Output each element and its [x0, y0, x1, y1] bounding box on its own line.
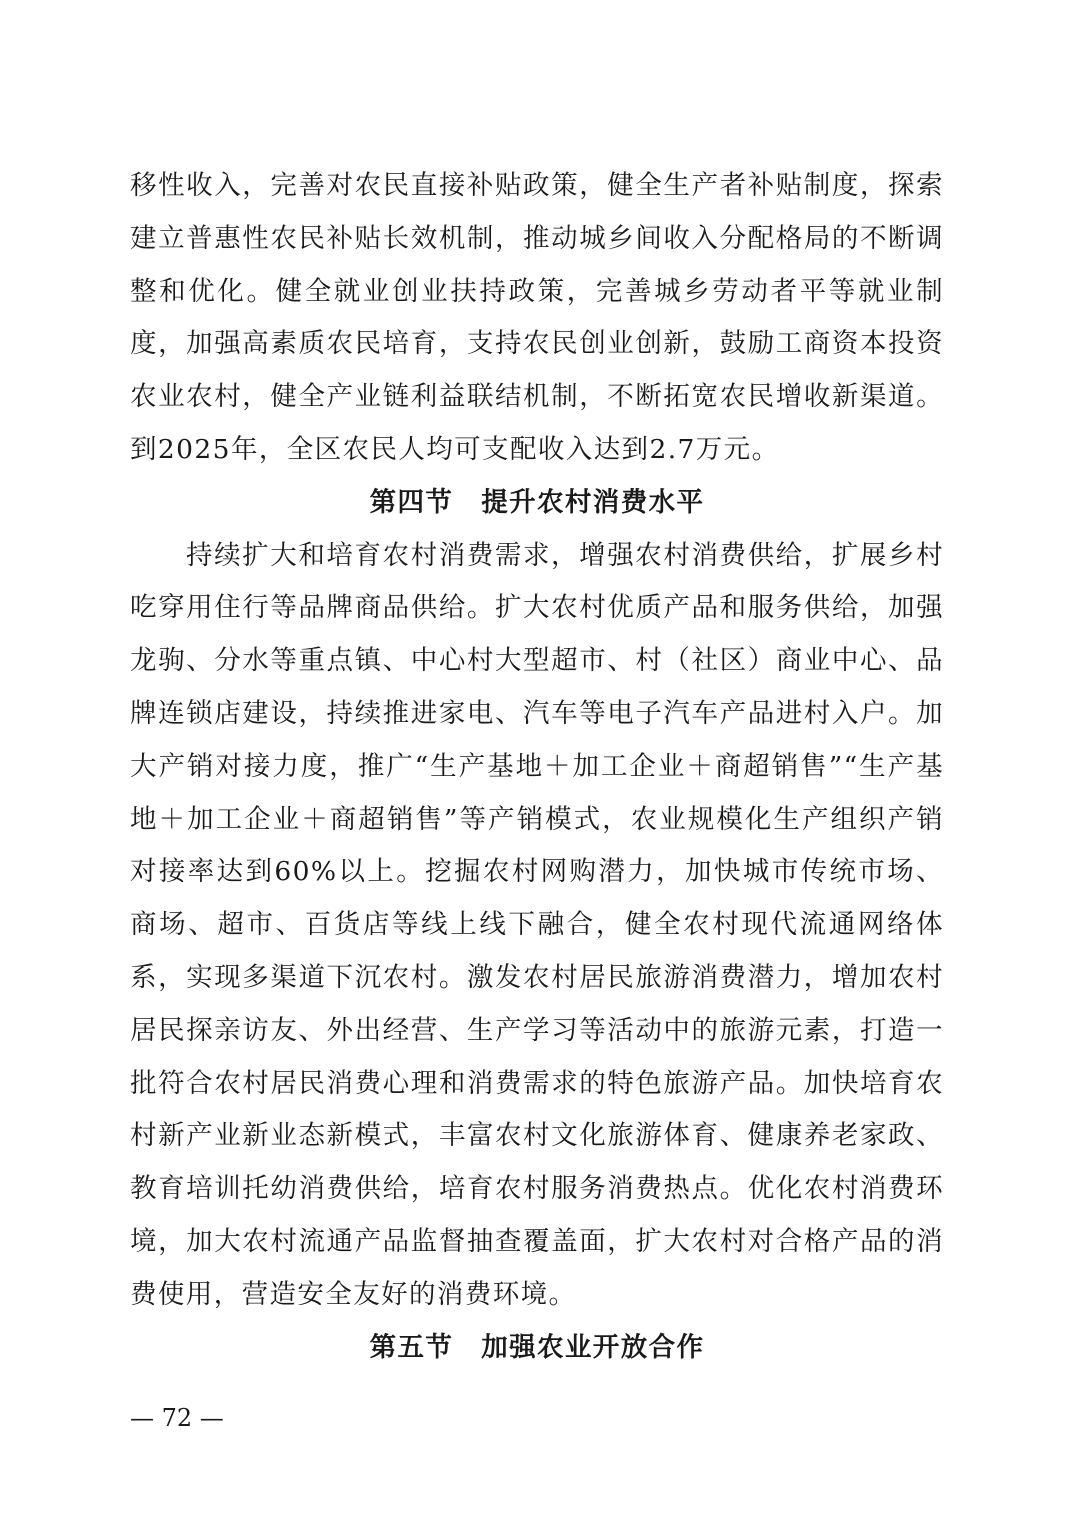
document-body: [130, 160, 944, 1374]
page-number: — 72 —: [130, 1404, 224, 1432]
body-paragraph-rural-consumption: 持续扩大和培育农村消费需求，增强农村消费供给，扩展乡村吃穿用住行等品牌商品供给。扩大农村优质产品和服务供给，加强龙驹、分水等重点镇、中心村大型超市、村（社区）商业中心、品牌连锁店建设，持续推进家电、汽车等电子汽车产品进村入户。加大产销对接力度，推广“生产基地＋加工企业＋商超销售”“生产基地＋加工企业＋商超销售”等产销模式，农业规模化生产组织产销对接率达到60%以上。挖掘农村网购潜力，加快城市传统市场、商场、超市、百货店等线上线下融合，健全农村现代流通网络体系，实现多渠道下沉农村。激发农村居民旅游消费潜力，增加农村居民探亲访友、外出经营、生产学习等活动中的旅游元素，打造一批符合农村居民消费心理和消费需求的特色旅游产品。加快培育农村新产业新业态新模式，丰富农村文化旅游体育、健康养老家政、教育培训托幼消费供给，培育农村服务消费热点。优化农村消费环境，加大农村流通产品监督抽查覆盖面，扩大农村对合格产品的消费使用，营造安全友好的消费环境。: [130, 539, 944, 1310]
body-paragraph-continued: 移性收入，完善对农民直接补贴政策，健全生产者补贴制度，探索建立普惠性农民补贴长效机制，推动城乡间收入分配格局的不断调整和优化。健全就业创业扶持政策，完善城乡劳动者平等就业制度，加强高素质农民培育，支持农民创业创新，鼓励工商资本投资农业农村，健全产业链利益联结机制，不断拓宽农民增收新渠道。到2025年，全区农民人均可支配收入达到2.7万元。: [130, 170, 944, 465]
section-heading-5: 第五节 加强农业开放合作: [369, 1331, 705, 1363]
section-heading-4: 第四节 提升农村消费水平: [369, 486, 705, 518]
